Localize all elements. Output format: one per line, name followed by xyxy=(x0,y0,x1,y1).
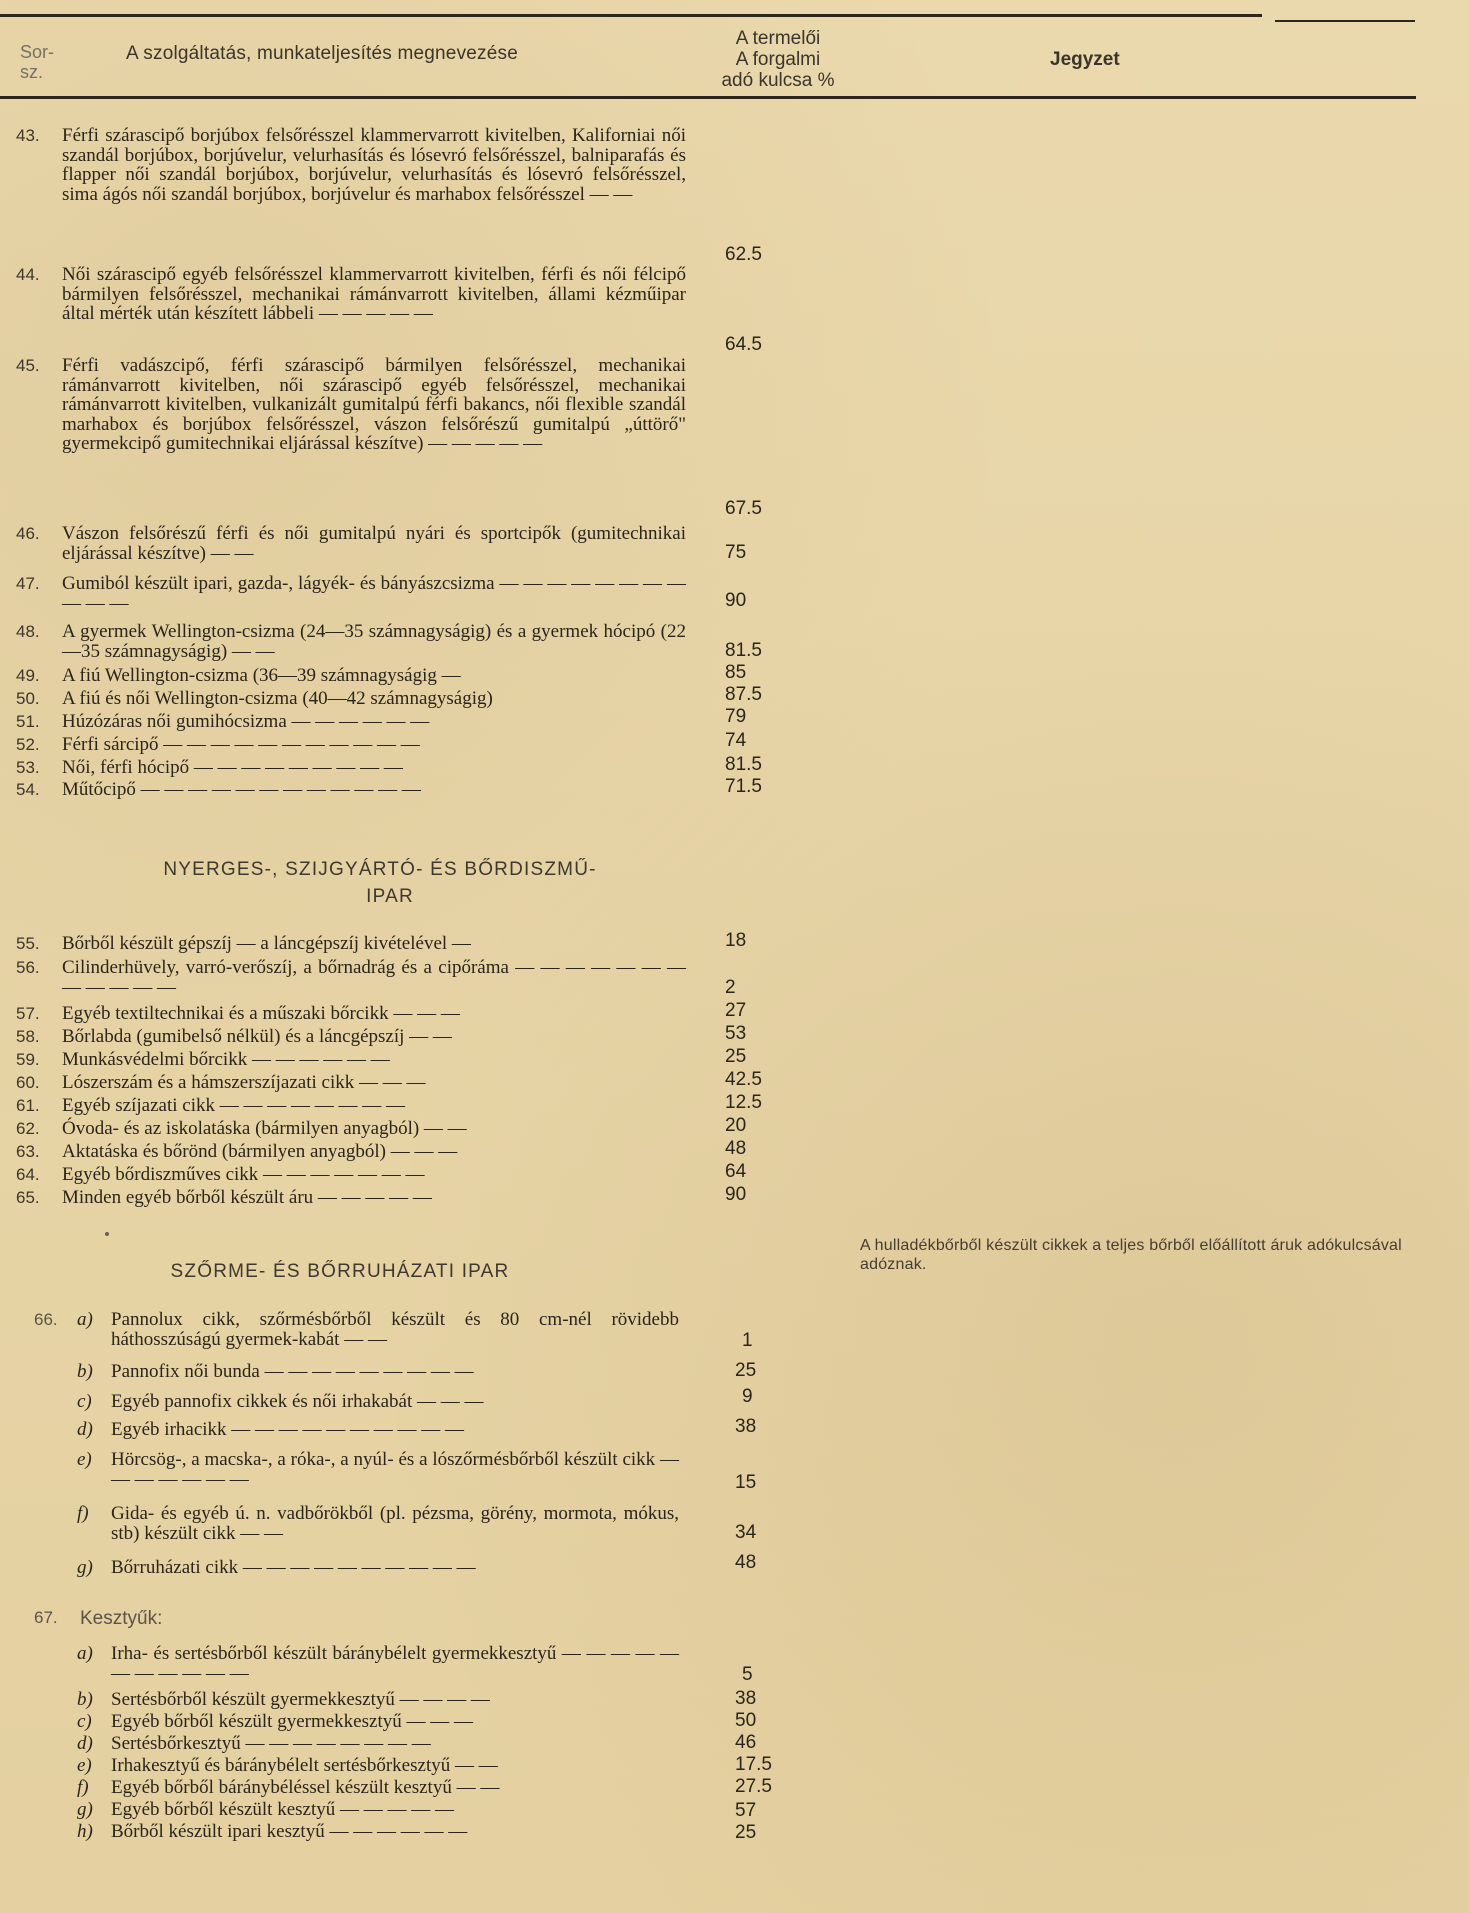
value-66e: 15 xyxy=(735,1472,757,1493)
entry-66d: d) Egyéb irhacikk — — — — — — — — — — xyxy=(77,1419,465,1440)
header-rate-line3: adó kulcsa % xyxy=(721,70,835,91)
value-46: 75 xyxy=(725,542,747,563)
value-66g: 48 xyxy=(735,1552,757,1573)
value-54: 71.5 xyxy=(725,776,762,797)
value-67b: 38 xyxy=(735,1688,757,1709)
value-67f: 27.5 xyxy=(735,1776,772,1797)
header-rate-line2: A forgalmi xyxy=(735,49,821,70)
entry-67-number: 67. xyxy=(34,1608,58,1627)
header-serial-line1: Sor- xyxy=(20,42,55,62)
header-service-name: A szolgáltatás, munkateljesítés megnevezése xyxy=(126,43,518,64)
entry-67c: c) Egyéb bőrből készült gyermekkesztyű — — — xyxy=(77,1711,473,1732)
value-45: 67.5 xyxy=(725,498,762,519)
entry-67a: a) Irha- és sertésbőrből készült báránybélelt gyermekkesztyű — — — — — — — — — — — xyxy=(77,1643,679,1684)
value-43: 62.5 xyxy=(725,244,762,265)
entry-56: 56. Cilinderhüvely, varró-verőszíj, a bőrnadrág és a cipőráma — — — — — — — — — — — — xyxy=(16,957,686,998)
entry-44: 44. Női szárascipő egyéb felsőrésszel klammervarrott kivitelben, férfi és női félcipő bármilyen felsőrésszel, mechanikai rámánvarrott kivitelben, állami kézműipar által mérték után készített lábbeli — — — — — xyxy=(16,264,686,324)
value-67h: 25 xyxy=(735,1822,757,1843)
value-58: 53 xyxy=(725,1023,747,1044)
entry-65: 65. Minden egyéb bőrből készült áru — — — — — xyxy=(16,1187,432,1208)
entry-49: 49. A fiú Wellington-csizma (36—39 számnagyságig — xyxy=(16,665,461,686)
entry-67b: b) Sertésbőrből készült gyermekkesztyű — — — — xyxy=(77,1689,490,1710)
section-title-nyerges xyxy=(60,856,700,910)
value-67d: 46 xyxy=(735,1732,757,1753)
entry-53: 53. Női, férfi hócipő — — — — — — — — — xyxy=(16,757,403,778)
entry-67e: e) Irhakesztyű és báránybélelt sertésbőrkesztyű — — xyxy=(77,1755,498,1776)
value-62: 20 xyxy=(725,1115,747,1136)
entry-43: 43. Férfi szárascipő borjúbox felsőrésszel klammervarrott kivitelben, Kaliforniai női szandál borjúbox, borjúvelur, velurhasítás és lósevró felsőrésszel, balniparafás és flapper női szandál borjúbox, borjúvelur, velurhasítás és lósevró felsőrésszel, sima ágós női szandál borjúbox, borjúvelur és marhabox felsőrésszel — — xyxy=(16,125,686,205)
entry-48: 48. A gyermek Wellington-csizma (24—35 számnagyságig) és a gyermek hócipó (22—35 számnagyságig) — — xyxy=(16,621,686,662)
entry-62: 62. Óvoda- és az iskolatáska (bármilyen anyagból) — — xyxy=(16,1118,467,1139)
entry-67d: d) Sertésbőrkesztyű — — — — — — — — xyxy=(77,1733,431,1754)
entry-64: 64. Egyéb bőrdiszműves cikk — — — — — — — xyxy=(16,1164,425,1185)
value-49: 85 xyxy=(725,662,747,683)
value-67g: 57 xyxy=(735,1800,757,1821)
note-text: A hulladékbőrből készült cikkek a teljes bőrből előállított áruk adókulcsával adóznak. xyxy=(860,1237,1402,1273)
top-rule-right xyxy=(1275,20,1415,22)
entry-66-number: 66. xyxy=(34,1310,58,1329)
value-67e: 17.5 xyxy=(735,1754,772,1775)
value-64: 64 xyxy=(725,1161,747,1182)
section-title-szorme: SZŐRME- ÉS BŐRRUHÁZATI IPAR xyxy=(170,1261,510,1282)
entry-59: 59. Munkásvédelmi bőrcikk — — — — — — xyxy=(16,1049,390,1070)
entry-66b: b) Pannofix női bunda — — — — — — — — — xyxy=(77,1361,474,1382)
entry-66e: e) Hörcsög-, a macska-, a róka-, a nyúl- és a lószőrmésbőrből készült cikk — — — — — — — xyxy=(77,1449,679,1490)
header-note: Jegyzet xyxy=(1050,49,1120,70)
value-47: 90 xyxy=(725,590,747,611)
value-66f: 34 xyxy=(735,1522,757,1543)
entry-66c: c) Egyéb pannofix cikkek és női irhakabát — — — xyxy=(77,1391,484,1412)
value-61: 12.5 xyxy=(725,1092,762,1113)
entry-50: 50. A fiú és női Wellington-csizma (40—42 számnagyságig) xyxy=(16,688,493,709)
entry-67h: h) Bőrből készült ipari kesztyű — — — — — — xyxy=(77,1821,468,1842)
value-51: 79 xyxy=(725,706,747,727)
value-48: 81.5 xyxy=(725,640,762,661)
entry-63: 63. Aktatáska és bőrönd (bármilyen anyagból) — — — xyxy=(16,1141,458,1162)
entry-47: 47. Gumiból készült ipari, gazda-, lágyék- és bányászcsizma — — — — — — — — — — — xyxy=(16,573,686,614)
value-50: 87.5 xyxy=(725,684,762,705)
entry-51: 51. Húzózáras női gumihócsizma — — — — — — xyxy=(16,711,430,732)
entry-67g: g) Egyéb bőrből készült kesztyű — — — — — xyxy=(77,1799,455,1820)
entry-60: 60. Lószerszám és a hámszerszíjazati cikk — — — xyxy=(16,1072,426,1093)
entry-61: 61. Egyéb szíjazati cikk — — — — — — — — xyxy=(16,1095,405,1116)
header-rate-line1: A termelői xyxy=(735,28,821,49)
entry-55: 55. Bőrből készült gépszíj — a láncgépszíj kivételével — xyxy=(16,933,471,954)
value-63: 48 xyxy=(725,1138,747,1159)
value-53: 81.5 xyxy=(725,754,762,775)
header-serial-line2: sz. xyxy=(20,62,44,82)
value-60: 42.5 xyxy=(725,1069,762,1090)
section-title-line1: NYERGES-, SZIJGYÁRTÓ- ÉS BŐRDISZMŰ- xyxy=(163,859,597,880)
header-serial-number xyxy=(20,42,66,82)
entry-66f: f) Gida- és egyéb ú. n. vadbőrökből (pl. pézsma, görény, mormota, mókus, stb) készült cikk — — xyxy=(77,1503,679,1544)
section-title-line2: IPAR xyxy=(366,886,414,907)
entry-52: 52. Férfi sárcipő — — — — — — — — — — — xyxy=(16,734,420,755)
value-66c: 9 xyxy=(742,1386,753,1407)
value-52: 74 xyxy=(725,730,747,751)
value-67c: 50 xyxy=(735,1710,757,1731)
header-tax-rate xyxy=(703,28,853,91)
header-bottom-rule xyxy=(0,96,1416,99)
value-66b: 25 xyxy=(735,1360,757,1381)
entry-67f: f) Egyéb bőrből báránybéléssel készült kesztyű — — xyxy=(77,1777,500,1798)
entry-54: 54. Műtőcipő — — — — — — — — — — — — xyxy=(16,779,421,800)
value-57: 27 xyxy=(725,1000,747,1021)
value-44: 64.5 xyxy=(725,334,762,355)
entry-46: 46. Vászon felsőrészű férfi és női gumitalpú nyári és sportcipők (gumitechnikai eljárással készítve) — — xyxy=(16,523,686,564)
entry-67-label: Kesztyűk: xyxy=(80,1608,163,1629)
entry-58: 58. Bőrlabda (gumibelső nélkül) és a láncgépszíj — — xyxy=(16,1026,452,1047)
entry-66a: a) Pannolux cikk, szőrmésbőrből készült és 80 cm-nél rövidebb háthosszúságú gyermek-kabát — — xyxy=(77,1309,679,1350)
value-65: 90 xyxy=(725,1184,747,1205)
value-66a: 1 xyxy=(742,1330,753,1351)
entry-66g: g) Bőrruházati cikk — — — — — — — — — — xyxy=(77,1557,476,1578)
top-rule-thick xyxy=(0,14,1262,17)
entry-57: 57. Egyéb textiltechnikai és a műszaki bőrcikk — — — xyxy=(16,1003,460,1024)
value-56: 2 xyxy=(725,977,736,998)
value-67a: 5 xyxy=(742,1664,753,1685)
stray-dot xyxy=(105,1232,109,1236)
value-55: 18 xyxy=(725,930,747,951)
value-66d: 38 xyxy=(735,1416,757,1437)
value-59: 25 xyxy=(725,1046,747,1067)
entry-45: 45. Férfi vadászcipő, férfi szárascipő bármilyen felsőrésszel, mechanikai rámánvarrott kivitelben, női szárascipő egyéb felsőrésszel, mechanikai rámánvarrott kivitelben, vulkanizált gumitalpú férfi bakancs, női flexible szandál marhabox és borjúbox felsőrésszel, vászon felsőrészű gumitalpú „úttörő" gyermekcipő gumitechnikai eljárással készítve) — — — — — xyxy=(16,355,686,454)
